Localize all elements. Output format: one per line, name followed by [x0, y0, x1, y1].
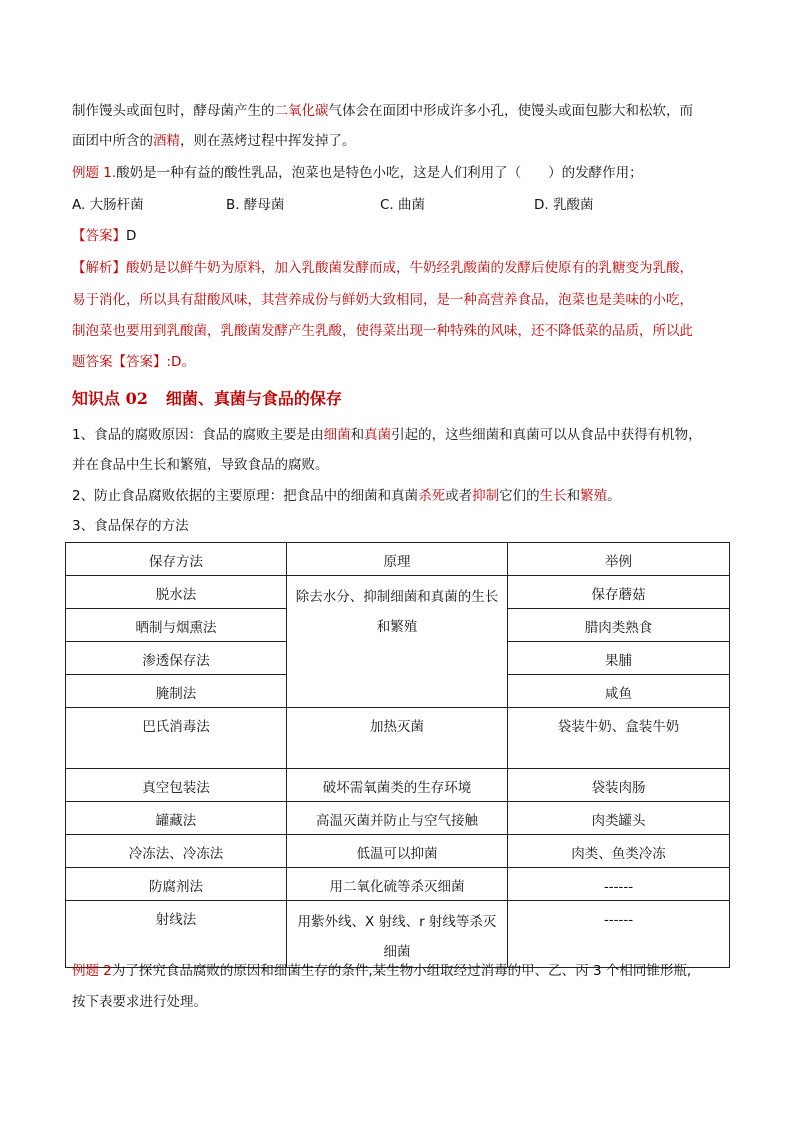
example-cell: 肉类、鱼类冷冻: [508, 835, 730, 868]
keyword-reproduction: 繁殖: [580, 488, 608, 504]
example-cell: ------: [508, 868, 730, 901]
point-text: 。: [607, 488, 621, 504]
point-text: 或者: [445, 488, 473, 504]
method-cell: 罐藏法: [66, 802, 287, 835]
example1-label: 例题 1.: [72, 165, 117, 181]
example-cell: 袋装牛奶、盒装牛奶: [508, 708, 730, 769]
method-cell: 腌制法: [66, 675, 287, 708]
intro-text: 气体会在面团中形成许多小孔，使馒头或面包膨大和松软，而: [328, 103, 693, 119]
keyword-fungi: 真菌: [364, 427, 392, 443]
section-title: 细菌、真菌与食品的保存: [165, 389, 342, 408]
method-cell: 射线法: [66, 901, 287, 968]
option-a: A. 大肠杆菌: [72, 197, 144, 213]
point-text: 和: [566, 488, 581, 504]
principle-text: 用紫外线、X 射线、r 射线等杀灭: [297, 914, 497, 930]
example-cell: 咸鱼: [508, 675, 730, 708]
keyword-alcohol: 酒精: [153, 133, 180, 149]
point-1-line-2: 并在食品中生长和繁殖，导致食品的腐败。: [72, 457, 329, 473]
principle-cell: 低温可以抑菌: [287, 835, 508, 868]
keyword-growth: 生长: [539, 488, 567, 504]
option-c: C. 曲菌: [380, 197, 426, 213]
header-principle: 原理: [287, 543, 508, 576]
example1-question: [72, 163, 643, 183]
option-b: B. 酵母菌: [226, 197, 285, 213]
keyword-bacteria: 细菌: [323, 427, 351, 443]
answer-label: 【答案】: [72, 228, 126, 244]
table-row: [66, 576, 730, 609]
table-row: [66, 769, 730, 802]
section-code: 知识点 02: [72, 389, 148, 408]
table-row: [66, 901, 730, 968]
intro-text: ，则在蒸烤过程中挥发掉了。: [180, 133, 356, 149]
analysis-line-3: 制泡菜也要用到乳酸菌，乳酸菌发酵产生乳酸，使得菜出现一种特殊的风味，还不降低菜的品质，所以此: [72, 323, 693, 339]
table-header-row: [66, 543, 730, 576]
principle-text: 细菌: [383, 944, 411, 960]
method-cell: 冷冻法、冷冻法: [66, 835, 287, 868]
principle-cell: 高温灭菌并防止与空气接触: [287, 802, 508, 835]
method-cell: 真空包装法: [66, 769, 287, 802]
keyword-co2: 二氧化碳: [274, 103, 329, 119]
analysis-line-4: 题答案【答案】:D。: [72, 354, 195, 370]
point-text: 和: [350, 427, 365, 443]
intro-text: 面团中所含的: [72, 133, 153, 149]
example-cell: 袋装肉肠: [508, 769, 730, 802]
example2-line-2: 按下表要求进行处理。: [72, 994, 207, 1010]
example2-text: 为了探究食品腐败的原因和细菌生存的条件,某生物小组取经过消毒的甲、乙、丙 3 个相同锥形瓶,: [111, 963, 692, 979]
section-heading: [72, 386, 342, 409]
example-cell: 腊肉类熟食: [508, 609, 730, 642]
example-cell: 肉类罐头: [508, 802, 730, 835]
keyword-kill: 杀死: [418, 488, 446, 504]
option-d: D. 乳酸菌: [534, 197, 594, 213]
analysis-text: 酸奶是以鲜牛奶为原料，加入乳酸菌发酵而成，牛奶经乳酸菌的发酵后使原有的乳糖变为乳酸，: [126, 260, 693, 276]
shared-principle-cell: [287, 576, 508, 708]
point-text: 1、食品的腐败原因：食品的腐败主要是由: [72, 427, 324, 443]
keyword-inhibit: 抑制: [472, 488, 500, 504]
example-cell: 果脯: [508, 642, 730, 675]
point-1-line-1: [72, 425, 702, 445]
point-3: 3、食品保存的方法: [72, 518, 189, 534]
example1-answer: [72, 226, 136, 246]
principle-cell: [287, 901, 508, 968]
header-method: 保存方法: [66, 543, 287, 576]
example-cell: ------: [508, 901, 730, 968]
principle-cell: 用二氧化硫等杀灭细菌: [287, 868, 508, 901]
table-row: [66, 868, 730, 901]
example-cell: 保存蘑菇: [508, 576, 730, 609]
intro-line-1: [72, 101, 693, 121]
point-text: 2、防止食品腐败依据的主要原理：把食品中的细菌和真菌: [72, 488, 419, 504]
analysis-line-1: [72, 258, 693, 278]
example2-line-1: [72, 961, 691, 981]
intro-line-2: [72, 131, 356, 151]
method-cell: 巴氏消毒法: [66, 708, 287, 769]
method-cell: 防腐剂法: [66, 868, 287, 901]
principle-cell: 加热灭菌: [287, 708, 508, 769]
principle-cell: 破坏需氧菌类的生存环境: [287, 769, 508, 802]
point-text: 它们的: [499, 488, 540, 504]
example1-question-text: 酸奶是一种有益的酸性乳品，泡菜也是特色小吃，这是人们利用了（ ）的发酵作用；: [116, 165, 643, 181]
intro-text: 制作馒头或面包时，酵母菌产生的: [72, 103, 275, 119]
principle-text: 和繁殖: [376, 619, 418, 635]
table-row: [66, 802, 730, 835]
analysis-label: 【解析】: [72, 260, 126, 276]
method-cell: 脱水法: [66, 576, 287, 609]
example2-label: 例题 2: [72, 963, 112, 979]
table-row: [66, 708, 730, 769]
analysis-line-2: 易于消化，所以具有甜酸风味，其营养成份与鲜奶大致相同，是一种高营养食品，泡菜也是美味的小吃，: [72, 292, 693, 308]
method-cell: 晒制与烟熏法: [66, 609, 287, 642]
point-text: 引起的，这些细菌和真菌可以从食品中获得有机物，: [391, 427, 702, 443]
principle-text: 除去水分、抑制细菌和真菌的生长: [295, 589, 499, 605]
method-cell: 渗透保存法: [66, 642, 287, 675]
header-example: 举例: [508, 543, 730, 576]
table-row: [66, 835, 730, 868]
answer-value: D: [126, 228, 137, 244]
preservation-table: [65, 542, 730, 968]
point-2: [72, 486, 621, 506]
